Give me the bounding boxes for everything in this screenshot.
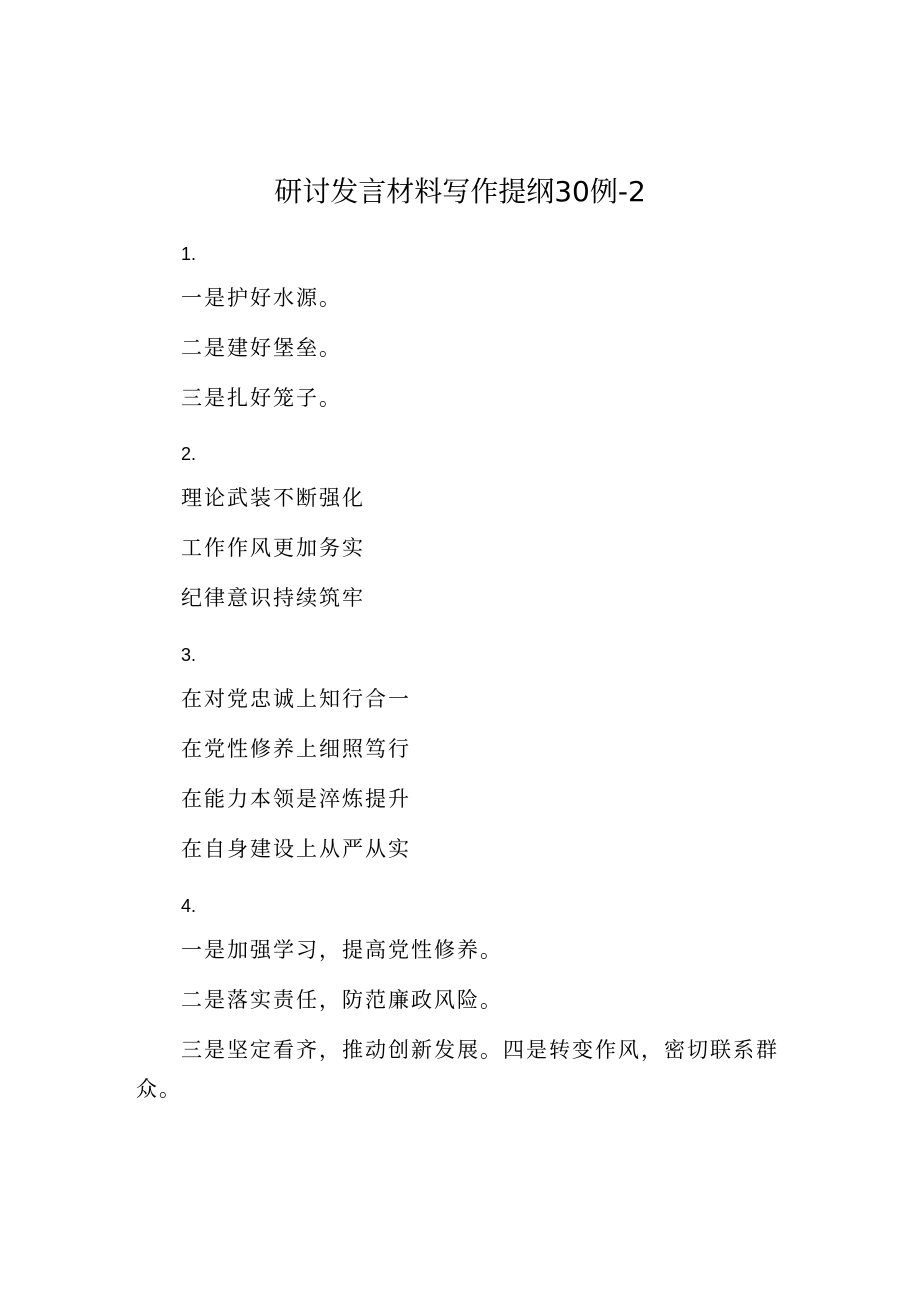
section-3-line-4: 在自身建设上从严从实	[181, 837, 411, 861]
section-number-4: 4.	[181, 896, 197, 916]
document-title: 研讨发言材料写作提纲30例-2	[274, 175, 646, 208]
section-2-line-1: 理论武装不断强化	[181, 486, 365, 510]
section-2-line-2: 工作作风更加务实	[181, 536, 365, 560]
section-4-paragraph: 三是坚定看齐，推动创新发展。四是转变作风，密切联系群众。	[136, 1038, 779, 1101]
section-2-line-3: 纪律意识持续筑牢	[181, 586, 365, 610]
section-number-1: 1.	[181, 244, 197, 264]
section-3-line-2: 在党性修养上细照笃行	[181, 737, 411, 761]
section-number-2: 2.	[181, 444, 197, 464]
section-4-line-1: 一是加强学习，提高党性修养。	[181, 938, 503, 962]
section-number-3: 3.	[181, 645, 197, 665]
section-1-line-2: 二是建好堡垒。	[181, 336, 342, 360]
section-3-line-3: 在能力本领是淬炼提升	[181, 787, 411, 811]
section-1-line-3: 三是扎好笼子。	[181, 386, 342, 410]
section-1-line-1: 一是护好水源。	[181, 286, 342, 310]
section-4-line-2: 二是落实责任，防范廉政风险。	[181, 988, 503, 1012]
section-3-line-1: 在对党忠诚上知行合一	[181, 687, 411, 711]
